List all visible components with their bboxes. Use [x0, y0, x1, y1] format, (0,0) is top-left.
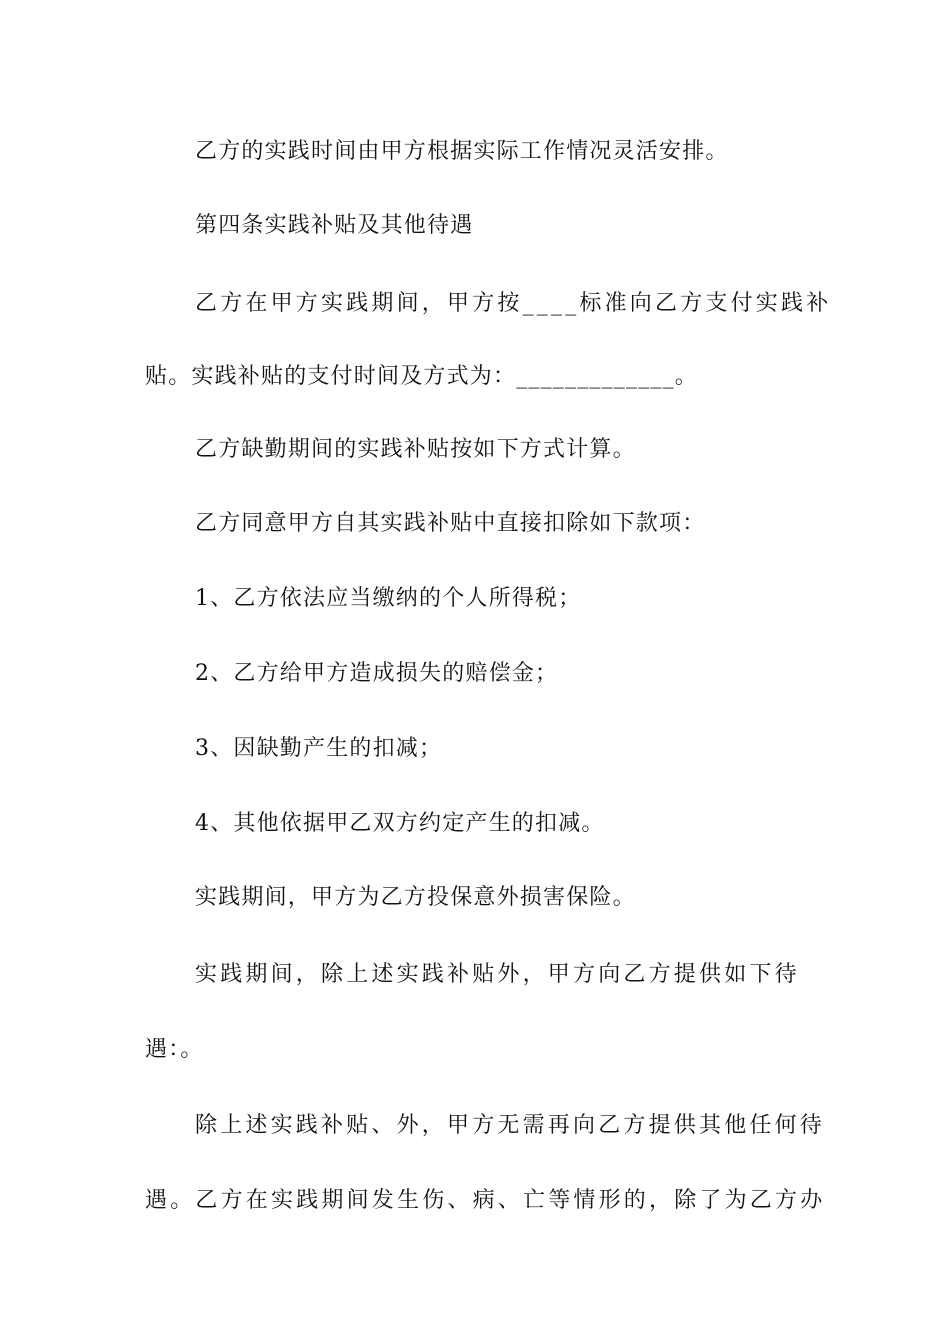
list-item: 3、因缺勤产生的扣减；	[195, 736, 443, 761]
list-item: 1、乙方依法应当缴纳的个人所得税；	[195, 586, 582, 611]
paragraph-line: 乙方同意甲方自其实践补贴中直接扣除如下款项：	[195, 511, 706, 536]
paragraph-line: 实践期间，甲方为乙方投保意外损害保险。	[195, 885, 636, 910]
paragraph-line: 贴。实践补贴的支付时间及方式为：_____________。	[145, 364, 699, 389]
list-item: 2、乙方给甲方造成损失的赔偿金；	[195, 661, 559, 686]
list-item: 4、其他依据甲乙双方约定产生的扣减。	[195, 811, 605, 836]
paragraph-line: 乙方的实践时间由甲方根据实际工作情况灵活安排。	[195, 139, 729, 164]
paragraph-line: 乙方缺勤期间的实践补贴按如下方式计算。	[195, 437, 636, 462]
paragraph-line: 遇。乙方在实践期间发生伤、病、亡等情形的，除了为乙方办	[145, 1188, 826, 1213]
paragraph-line: 除上述实践补贴、外，甲方无需再向乙方提供其他任何待	[195, 1113, 826, 1138]
section-heading: 第四条实践补贴及其他待遇	[195, 213, 474, 238]
paragraph-line: 乙方在甲方实践期间，甲方按____标准向乙方支付实践补	[195, 291, 832, 316]
paragraph-line: 遇：。	[145, 1037, 204, 1062]
paragraph-line: 实践期间，除上述实践补贴外，甲方向乙方提供如下待	[195, 962, 800, 987]
